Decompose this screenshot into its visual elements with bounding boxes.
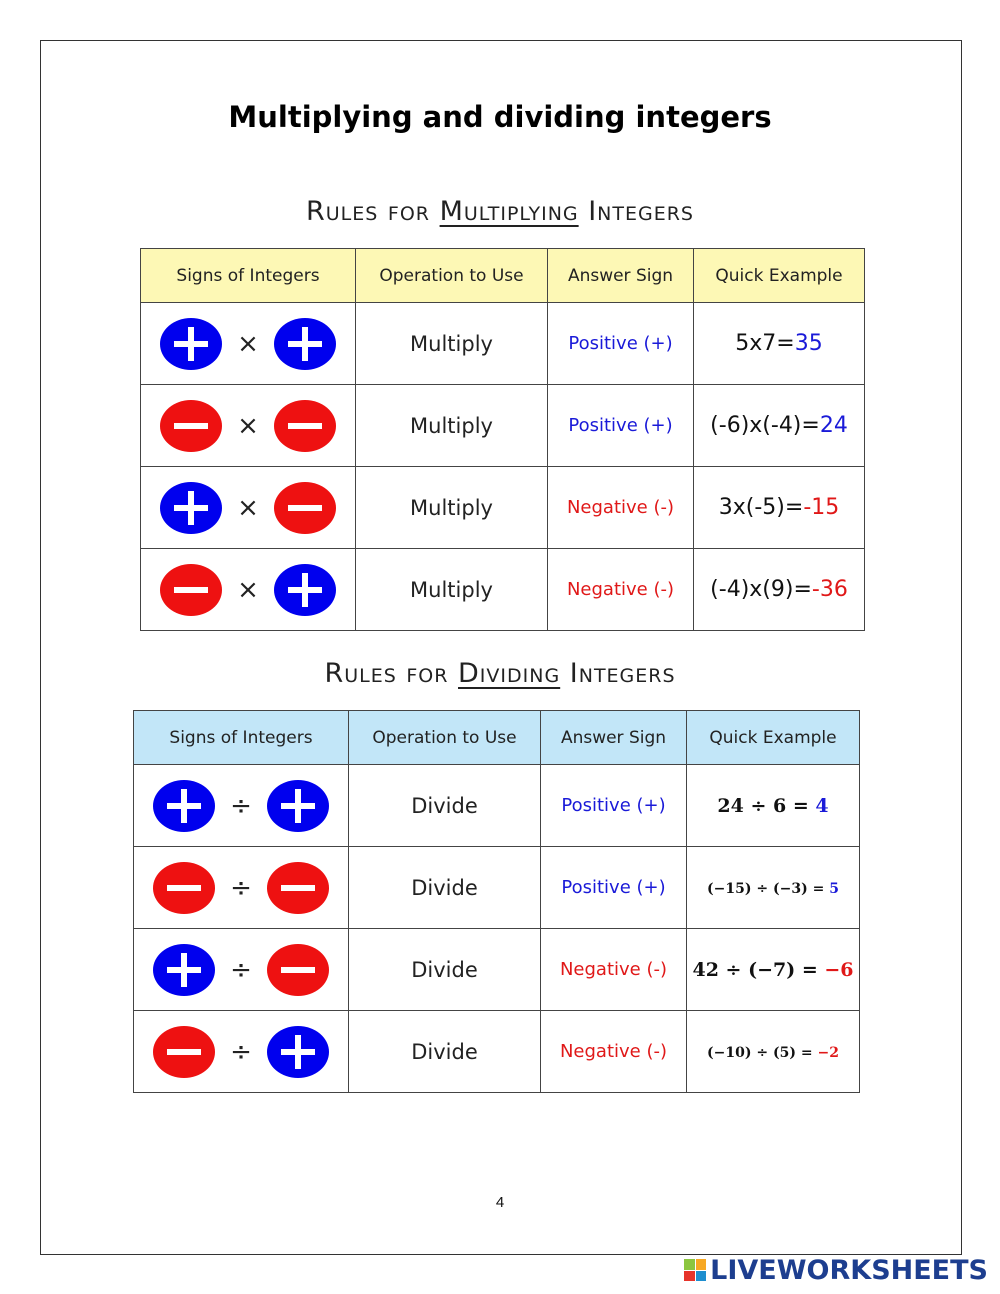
- multiplying-heading-keyword: Multiplying: [439, 196, 579, 227]
- multiplying-heading-prefix: Rules for: [306, 196, 440, 227]
- minus-circle-icon: [267, 944, 329, 996]
- example-expression: 5x7=: [735, 331, 795, 356]
- operator-symbol: ÷: [230, 954, 252, 985]
- table-row: [141, 549, 865, 631]
- header-example: Quick Example: [694, 249, 865, 303]
- header-signs: Signs of Integers: [141, 249, 356, 303]
- plus-circle-icon: [160, 482, 222, 534]
- example-cell: [694, 303, 865, 385]
- example-result: 35: [794, 331, 823, 356]
- example-expression: (−10) ÷ (5) =: [707, 1045, 818, 1061]
- multiplying-heading-suffix: Integers: [578, 196, 694, 227]
- example-cell: [687, 847, 860, 929]
- table-row: [141, 303, 865, 385]
- table-row: [141, 467, 865, 549]
- example-result: -15: [803, 495, 840, 520]
- operator-symbol: ×: [237, 328, 259, 359]
- operator-symbol: ÷: [230, 1036, 252, 1067]
- signs-cell: [134, 765, 349, 847]
- operation-cell: Multiply: [356, 303, 548, 385]
- plus-circle-icon: [267, 780, 329, 832]
- operation-cell: Divide: [349, 765, 541, 847]
- answer-sign-cell: Negative (-): [548, 549, 694, 631]
- signs-cell: [141, 467, 356, 549]
- operator-symbol: ÷: [230, 790, 252, 821]
- example-result: -36: [811, 577, 848, 602]
- header-answer-sign: Answer Sign: [541, 711, 687, 765]
- operation-cell: Multiply: [356, 549, 548, 631]
- signs-cell: [141, 385, 356, 467]
- signs-cell: [134, 929, 349, 1011]
- header-example: Quick Example: [687, 711, 860, 765]
- example-result: 5: [829, 881, 839, 897]
- operation-cell: Divide: [349, 1011, 541, 1093]
- operator-symbol: ×: [237, 410, 259, 441]
- header-signs: Signs of Integers: [134, 711, 349, 765]
- example-cell: [694, 549, 865, 631]
- dividing-heading-keyword: Dividing: [458, 658, 561, 689]
- multiplying-rules-table: [140, 248, 865, 631]
- plus-circle-icon: [274, 564, 336, 616]
- plus-circle-icon: [153, 944, 215, 996]
- answer-sign-cell: Positive (+): [548, 385, 694, 467]
- operation-cell: Multiply: [356, 467, 548, 549]
- example-cell: [687, 1011, 860, 1093]
- example-expression: 3x(-5)=: [718, 495, 804, 520]
- table-row: [134, 847, 860, 929]
- minus-circle-icon: [160, 564, 222, 616]
- plus-circle-icon: [274, 318, 336, 370]
- minus-circle-icon: [274, 482, 336, 534]
- minus-circle-icon: [160, 400, 222, 452]
- table-row: [134, 1011, 860, 1093]
- operator-symbol: ÷: [230, 872, 252, 903]
- example-cell: [687, 929, 860, 1011]
- plus-circle-icon: [267, 1026, 329, 1078]
- plus-circle-icon: [160, 318, 222, 370]
- minus-circle-icon: [274, 400, 336, 452]
- example-result: 24: [819, 413, 848, 438]
- operation-cell: Divide: [349, 847, 541, 929]
- example-result: −2: [817, 1045, 839, 1061]
- liveworksheets-logo-icon: [684, 1259, 706, 1281]
- example-expression: (-4)x(9)=: [710, 577, 812, 602]
- dividing-heading-prefix: Rules for: [324, 658, 459, 689]
- example-result: −6: [824, 958, 854, 981]
- example-cell: [694, 385, 865, 467]
- page-title: Multiplying and dividing integers: [228, 100, 772, 134]
- example-expression: 42 ÷ (−7) =: [692, 958, 825, 981]
- minus-circle-icon: [153, 1026, 215, 1078]
- example-cell: [687, 765, 860, 847]
- dividing-heading: [0, 658, 1000, 689]
- table-header-row: [141, 249, 865, 303]
- header-answer-sign: Answer Sign: [548, 249, 694, 303]
- table-row: [134, 929, 860, 1011]
- example-result: 4: [815, 794, 829, 817]
- answer-sign-cell: Negative (-): [548, 467, 694, 549]
- answer-sign-cell: Positive (+): [548, 303, 694, 385]
- answer-sign-cell: Negative (-): [541, 929, 687, 1011]
- table-row: [134, 765, 860, 847]
- signs-cell: [134, 847, 349, 929]
- answer-sign-cell: Positive (+): [541, 765, 687, 847]
- dividing-heading-suffix: Integers: [560, 658, 676, 689]
- minus-circle-icon: [153, 862, 215, 914]
- table-row: [141, 385, 865, 467]
- signs-cell: [141, 549, 356, 631]
- liveworksheets-brand: [684, 1253, 988, 1287]
- page-number: 4: [495, 1194, 505, 1211]
- operator-symbol: ×: [237, 574, 259, 605]
- table-header-row: [134, 711, 860, 765]
- header-operation: Operation to Use: [349, 711, 541, 765]
- signs-cell: [134, 1011, 349, 1093]
- answer-sign-cell: Positive (+): [541, 847, 687, 929]
- plus-circle-icon: [153, 780, 215, 832]
- example-cell: [694, 467, 865, 549]
- example-expression: (-6)x(-4)=: [710, 413, 820, 438]
- example-expression: (−15) ÷ (−3) =: [707, 881, 830, 897]
- brand-name: LIVEWORKSHEETS: [710, 1254, 988, 1286]
- example-expression: 24 ÷ 6 =: [717, 794, 816, 817]
- operation-cell: Divide: [349, 929, 541, 1011]
- header-operation: Operation to Use: [356, 249, 548, 303]
- answer-sign-cell: Negative (-): [541, 1011, 687, 1093]
- signs-cell: [141, 303, 356, 385]
- multiplying-heading: [0, 196, 1000, 227]
- dividing-rules-table: [133, 710, 860, 1093]
- minus-circle-icon: [267, 862, 329, 914]
- operation-cell: Multiply: [356, 385, 548, 467]
- operator-symbol: ×: [237, 492, 259, 523]
